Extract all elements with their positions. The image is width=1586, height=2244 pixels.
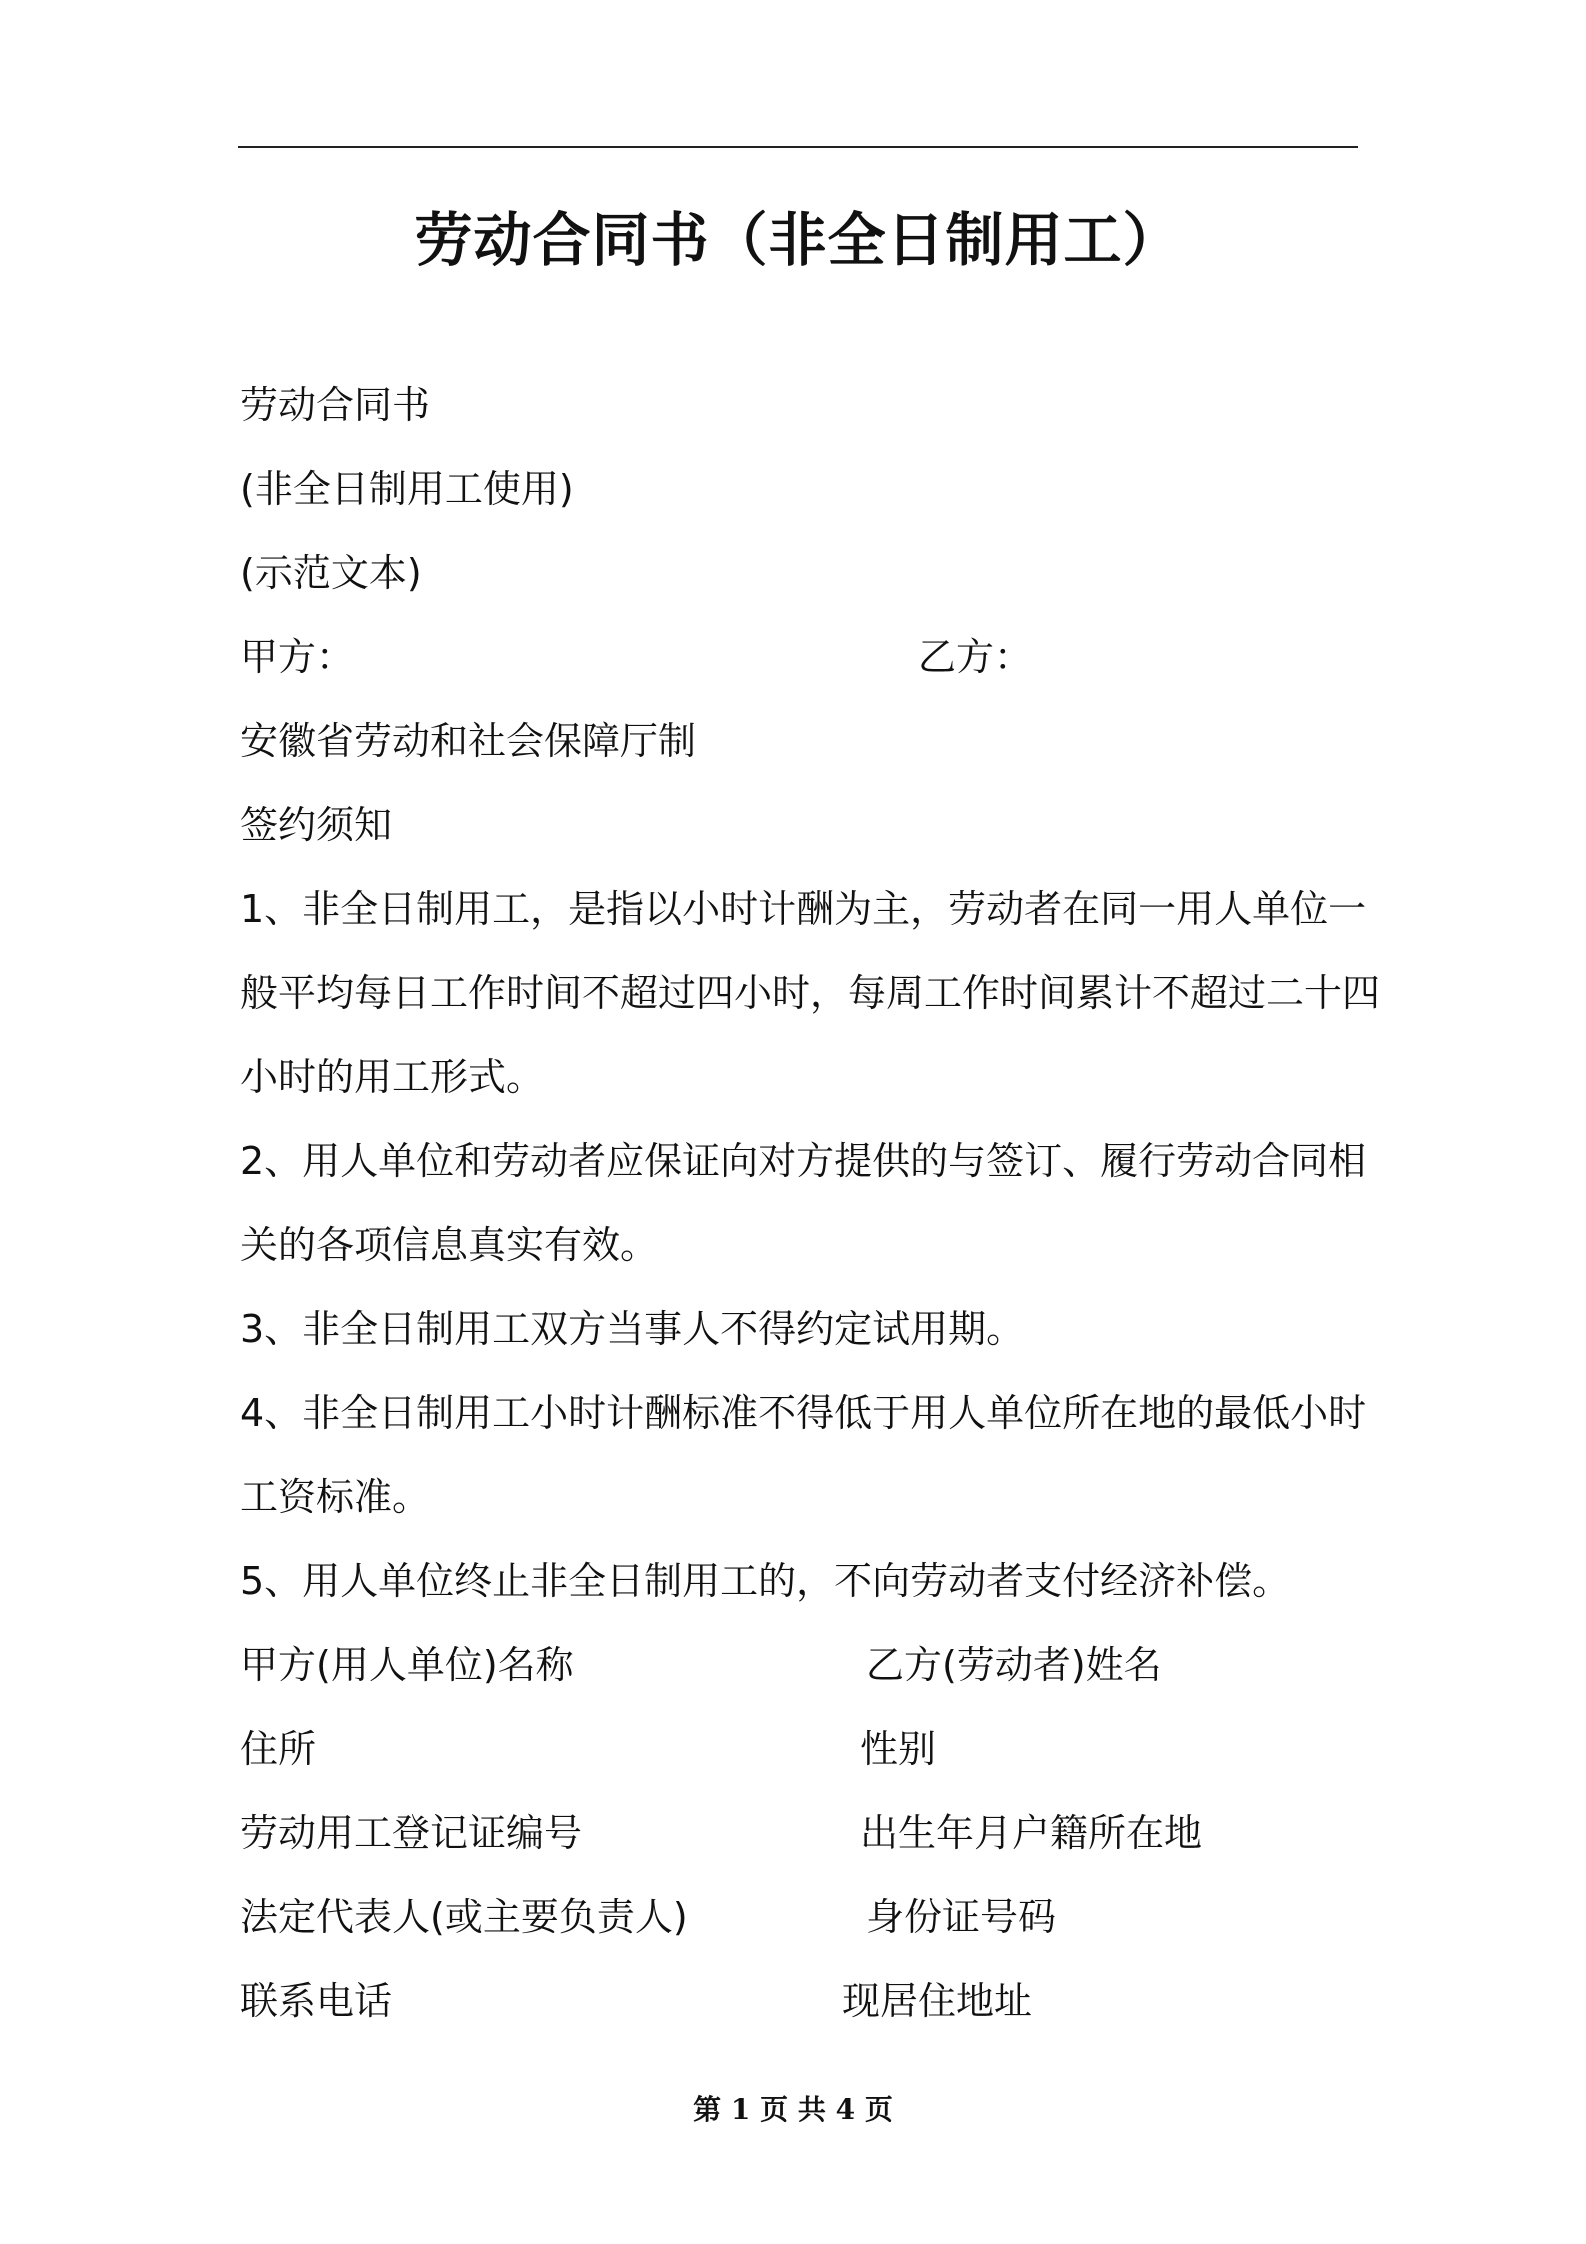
- subtitle-template: (示范文本): [240, 551, 422, 595]
- field-current-address: 现居住地址: [842, 1979, 1033, 2023]
- notice-item-1-line-2: 般平均每日工作时间不超过四小时，每周工作时间累计不超过二十四: [240, 971, 1381, 1015]
- field-phone: 联系电话: [240, 1979, 393, 2023]
- notice-item-4-line-1: 4、非全日制用工小时计酬标准不得低于用人单位所在地的最低小时: [240, 1391, 1367, 1435]
- field-registration-number: 劳动用工登记证编号: [240, 1811, 583, 1855]
- field-employee-name: 乙方(劳动者)姓名: [866, 1643, 1162, 1687]
- notice-item-4-line-2: 工资标准。: [240, 1475, 431, 1519]
- party-b-label: 乙方：: [918, 635, 1033, 679]
- notice-item-2-line-2: 关的各项信息真实有效。: [240, 1223, 659, 1267]
- notice-item-2-line-1: 2、用人单位和劳动者应保证向对方提供的与签订、履行劳动合同相: [240, 1139, 1367, 1183]
- notice-item-1-line-1: 1、非全日制用工，是指以小时计酬为主，劳动者在同一用人单位一: [240, 887, 1367, 931]
- notice-item-5: 5、用人单位终止非全日制用工的，不向劳动者支付经济补偿。: [240, 1559, 1291, 1603]
- field-employer-name: 甲方(用人单位)名称: [240, 1643, 574, 1687]
- notice-item-3: 3、非全日制用工双方当事人不得约定试用期。: [240, 1307, 1025, 1351]
- issuer: 安徽省劳动和社会保障厅制: [240, 719, 697, 763]
- subtitle-usage: (非全日制用工使用): [240, 467, 574, 511]
- field-employer-address: 住所: [240, 1727, 317, 1771]
- document-title: 劳动合同书（非全日制用工）: [414, 206, 1182, 274]
- field-legal-representative: 法定代表人(或主要负责人): [240, 1895, 688, 1939]
- party-a-label: 甲方：: [240, 635, 355, 679]
- page-footer: 第 1 页 共 4 页: [693, 2093, 893, 2126]
- notice-item-1-line-3: 小时的用工形式。: [240, 1055, 545, 1099]
- field-id-number: 身份证号码: [866, 1895, 1057, 1939]
- notice-heading: 签约须知: [240, 803, 393, 847]
- subtitle-contract: 劳动合同书: [240, 383, 431, 427]
- field-birth-hukou: 出生年月户籍所在地: [860, 1811, 1203, 1855]
- field-employee-gender: 性别: [860, 1727, 937, 1771]
- header-rule: [238, 146, 1358, 148]
